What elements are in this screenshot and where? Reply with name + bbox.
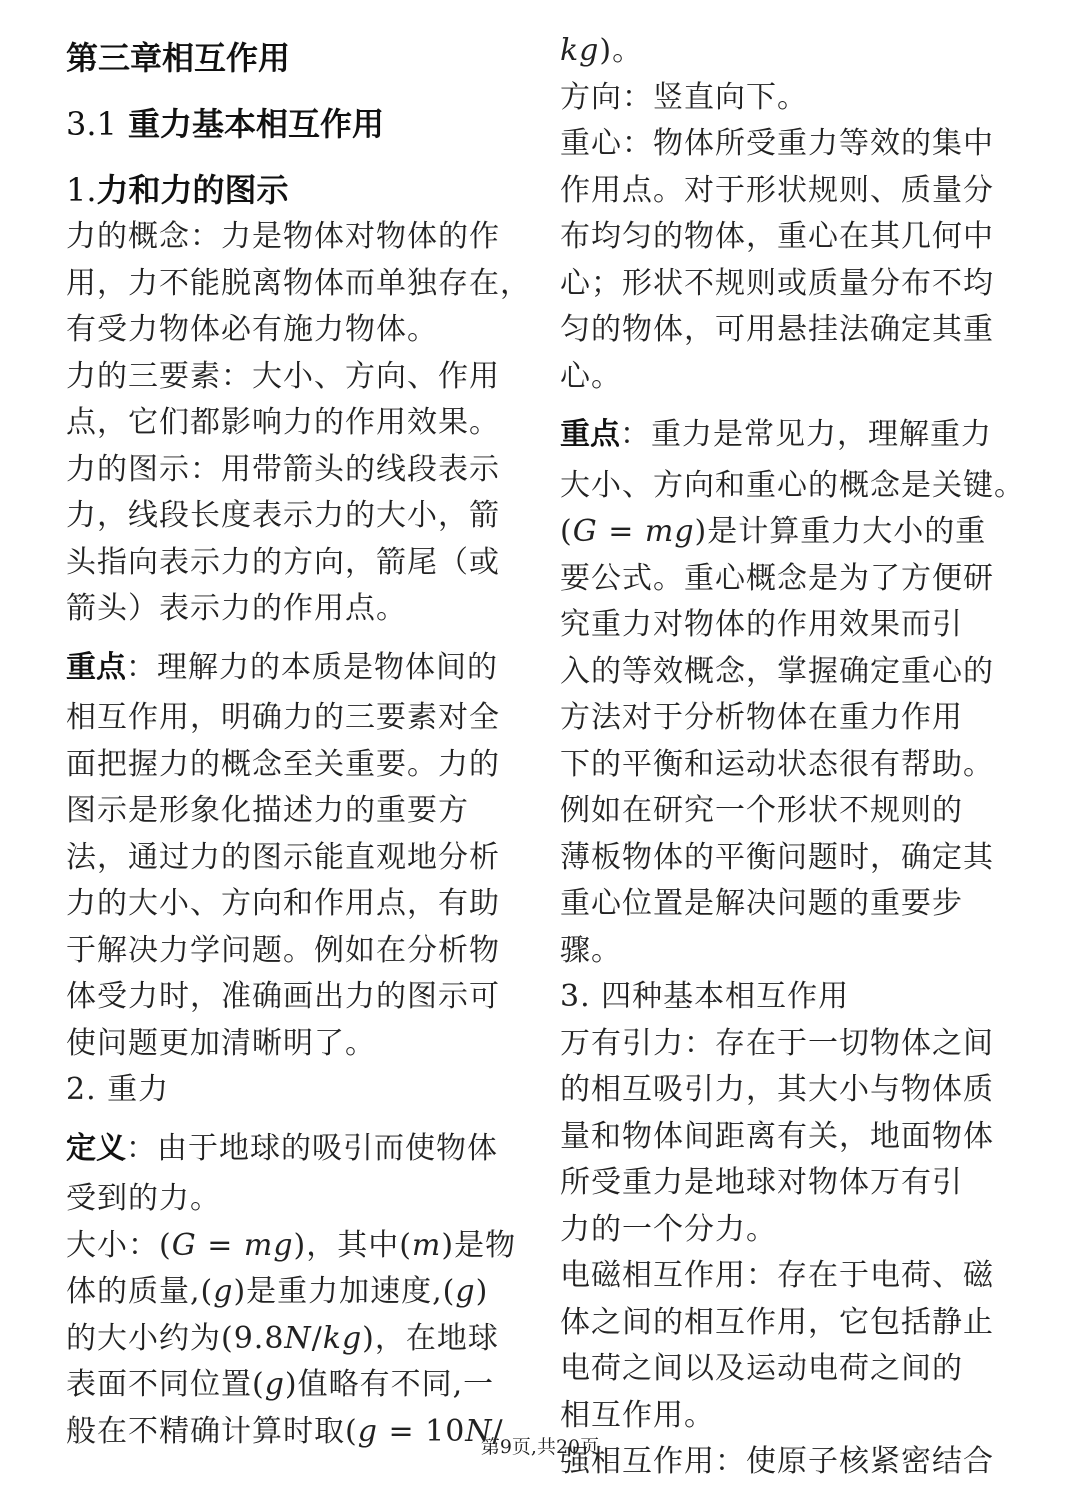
key-point-label: 重点: [560, 417, 620, 452]
text-line: 究重力对物体的作用效果而引: [560, 607, 963, 642]
text-line: 的相互吸引力，其大小与物体质: [560, 1072, 994, 1107]
subsection-title-1: 力和力的图示: [96, 171, 289, 209]
subsection-number-1: 1.: [66, 171, 97, 209]
left-column: [66, 30, 536, 1455]
chapter-title: 第三章相互作用: [66, 39, 291, 77]
paragraph-three-elements: [66, 354, 536, 447]
text-line: [66, 645, 536, 692]
key-point-2: [560, 412, 1040, 974]
text-line: 体之间的相互作用，它包括静止: [560, 1304, 994, 1340]
definition-label: 定义: [66, 1130, 126, 1166]
text-line: 作用点。对于形状规则、质量分: [560, 172, 994, 208]
key-point-1: [66, 645, 536, 1068]
text-line: [66, 1126, 536, 1173]
text-line: 心；形状不规则或质量分布不均: [560, 265, 994, 301]
text-line: 例如在研究一个形状不规则的: [560, 793, 963, 828]
definition-gravity: [66, 1126, 536, 1223]
paragraph-force-diagram: [66, 447, 536, 633]
text-line: 受到的力。: [66, 1181, 221, 1216]
continued-line: 𝑘𝑔)。: [560, 33, 644, 68]
text-line: 箭头）表示力的作用点。: [66, 591, 407, 626]
paragraph-direction: 方向：竖直向下。: [560, 79, 808, 115]
text-line: 薄板物体的平衡问题时，确定其: [560, 839, 994, 875]
text-line: 般在不精确计算时取(𝑔 = 10𝑁/: [66, 1413, 504, 1449]
section-number: 3.1: [66, 105, 117, 143]
text-line: 重心位置是解决问题的重要步: [560, 886, 963, 921]
text-line: 表面不同位置(𝑔)值略有不同,一: [66, 1367, 495, 1402]
text-line: 点，它们都影响力的作用效果。: [66, 405, 500, 440]
section-title: 重力基本相互作用: [128, 105, 385, 143]
text-line: 相互作用，明确力的三要素对全: [66, 700, 500, 735]
text-run: ：理解力的本质是物体间的: [126, 649, 498, 685]
text-line: 用，力不能脱离物体而单独存在，: [66, 265, 531, 301]
text-line: 心。: [560, 358, 622, 394]
text-line: 强相互作用：使原子核紧密结合: [560, 1444, 994, 1479]
text-line: 有受力物体必有施力物体。: [66, 312, 438, 347]
text-line: 的大小约为(9.8𝑁/𝑘𝑔)，在地球: [66, 1320, 499, 1356]
subsection-heading-2: 2. 重力: [66, 1072, 170, 1107]
text-line: 面把握力的概念至关重要。力的: [66, 746, 500, 782]
text-line: 力的图示：用带箭头的线段表示: [66, 451, 500, 487]
text-line: 力的大小、方向和作用点，有助: [66, 886, 500, 921]
right-column: [560, 28, 1040, 1486]
text-line: 电磁相互作用：存在于电荷、磁: [560, 1258, 994, 1293]
section-heading: [66, 104, 536, 144]
text-line: 所受重力是地球对物体万有引: [560, 1165, 963, 1200]
text-line: 量和物体间距离有关，地面物体: [560, 1118, 994, 1154]
paragraph-gravity-size: [66, 1223, 536, 1456]
text-line: 电荷之间以及运动电荷之间的: [560, 1351, 963, 1386]
text-line: 力的概念：力是物体对物体的作: [66, 219, 500, 254]
text-line: 头指向表示力的方向，箭尾（或: [66, 544, 500, 580]
text-line: 布均匀的物体，重心在其几何中: [560, 219, 994, 254]
subsection-heading-1: [66, 170, 536, 210]
text-line: 图示是形象化描述力的重要方: [66, 793, 469, 828]
text-line: 力的一个分力。: [560, 1211, 777, 1247]
text-line: 力，线段长度表示力的大小，箭: [66, 498, 500, 533]
text-line: 骤。: [560, 932, 622, 968]
text-line: 体的质量,(𝑔)是重力加速度,(𝑔): [66, 1274, 489, 1309]
paragraph-universal-gravitation: [560, 1021, 1040, 1254]
text-line: 方法对于分析物体在重力作用: [560, 700, 963, 735]
text-run: ：由于地球的吸引而使物体: [126, 1130, 498, 1166]
text-line: 重心：物体所受重力等效的集中: [560, 126, 994, 161]
text-line: 大小、方向和重心的概念是关键。: [560, 467, 1025, 503]
text-line: 入的等效概念，掌握确定重心的: [560, 653, 994, 689]
text-line: 大小：(𝐺 = 𝑚𝑔)，其中(𝑚)是物: [66, 1227, 517, 1263]
paragraph-electromagnetic: [560, 1253, 1040, 1439]
text-line: 相互作用。: [560, 1397, 715, 1433]
key-point-label: 重点: [66, 649, 126, 685]
text-line: 下的平衡和运动状态很有帮助。: [560, 746, 994, 782]
page-footer: 第9页,共20页: [480, 1436, 600, 1458]
text-line: 法，通过力的图示能直观地分析: [66, 839, 500, 875]
text-line: 匀的物体，可用悬挂法确定其重: [560, 312, 994, 347]
paragraph-force-concept: [66, 214, 536, 354]
text-line: 体受力时，准确画出力的图示可: [66, 979, 500, 1014]
text-line: 万有引力：存在于一切物体之间: [560, 1025, 994, 1061]
text-run: ：重力是常见力，理解重力: [620, 417, 992, 452]
paragraph-center-of-gravity: [560, 121, 1040, 400]
text-line: 要公式。重心概念是为了方便研: [560, 560, 994, 596]
subsection-heading-3: 3. 四种基本相互作用: [560, 979, 850, 1014]
text-line: [560, 412, 1040, 459]
text-line: 于解决力学问题。例如在分析物: [66, 932, 500, 968]
text-line: 力的三要素：大小、方向、作用: [66, 358, 500, 394]
text-line: (𝐺 = 𝑚𝑔)是计算重力大小的重: [560, 514, 987, 549]
text-line: 使问题更加清晰明了。: [66, 1025, 376, 1061]
